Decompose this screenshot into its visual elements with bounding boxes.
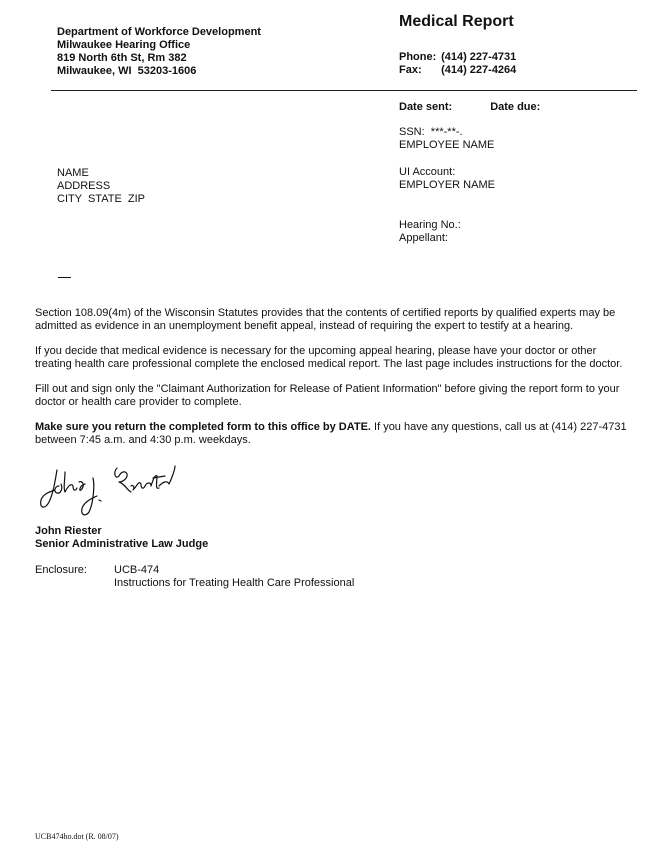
signer-name: John Riester: [35, 525, 102, 537]
phone-row: [399, 51, 516, 64]
office-name: Milwaukee Hearing Office: [57, 39, 191, 51]
date-sent-label: Date sent:: [399, 101, 453, 113]
ui-account-field: UI Account:: [399, 166, 456, 178]
enclosure-list: [114, 564, 354, 590]
enclosure-label: Enclosure:: [35, 564, 87, 576]
recipient-address: [57, 167, 145, 206]
employer-block: [399, 166, 495, 192]
dates-row: [399, 101, 540, 114]
employee-name: EMPLOYEE NAME: [399, 139, 495, 151]
hearing-block: [399, 219, 461, 245]
paragraph-return-deadline: [35, 421, 635, 447]
dash-mark: [58, 277, 71, 278]
handwritten-signature: [35, 460, 185, 522]
hearing-number-field: Hearing No.:: [399, 219, 461, 231]
form-identifier: UCB474ho.dot (R. 08/07): [35, 832, 119, 841]
enclosure-item: UCB-474: [114, 564, 160, 576]
enclosure-item: Instructions for Treating Health Care Professional: [114, 577, 355, 589]
phone-number: (414) 227-4731: [441, 51, 517, 63]
office-department: Department of Workforce Development: [57, 26, 261, 38]
fax-label: Fax:: [399, 64, 422, 76]
office-address-block: [57, 26, 261, 78]
contact-block: [399, 51, 516, 77]
office-street: 819 North 6th St, Rm 382: [57, 52, 187, 64]
fax-row: [399, 64, 516, 77]
return-deadline-contact: If you have any questions, call us at (414) 227-4731 between 7:45 a.m. and 4:30 p.m. weekdays.: [35, 421, 627, 446]
date-due-label: Date due:: [490, 101, 541, 113]
return-deadline-emphasis: Make sure you return the completed form to this office by DATE.: [35, 421, 371, 433]
paragraph-medical-evidence: If you decide that medical evidence is necessary for the upcoming appeal hearing, please have your doctor or other treating health care professional complete the enclosed medical report. The last page includes instructions for the doctor.: [35, 345, 623, 370]
office-city: Milwaukee, WI 53203-1606: [57, 65, 197, 77]
signer-block: [35, 525, 208, 551]
recipient-city-state-zip: CITY STATE ZIP: [57, 193, 146, 205]
employer-name: EMPLOYER NAME: [399, 179, 495, 191]
header-divider: [51, 90, 637, 91]
employee-block: [399, 126, 494, 152]
appellant-field: Appellant:: [399, 232, 448, 244]
signer-title: Senior Administrative Law Judge: [35, 538, 209, 550]
recipient-name: NAME: [57, 167, 89, 179]
ssn-field: SSN: ***-**-.: [399, 126, 463, 138]
page-title: Medical Report: [399, 13, 514, 30]
paragraph-authorization: Fill out and sign only the "Claimant Authorization for Release of Patient Information" before giving the report form to your doctor or health care provider to complete.: [35, 383, 620, 408]
paragraph-statute: Section 108.09(4m) of the Wisconsin Statutes provides that the contents of certified reports by qualified experts may be admitted as evidence in an unemployment benefit appeal, instead of requiring the expert to testify at a hearing.: [35, 307, 616, 332]
fax-number: (414) 227-4264: [441, 64, 517, 76]
phone-label: Phone:: [399, 51, 437, 63]
recipient-street: ADDRESS: [57, 180, 111, 192]
